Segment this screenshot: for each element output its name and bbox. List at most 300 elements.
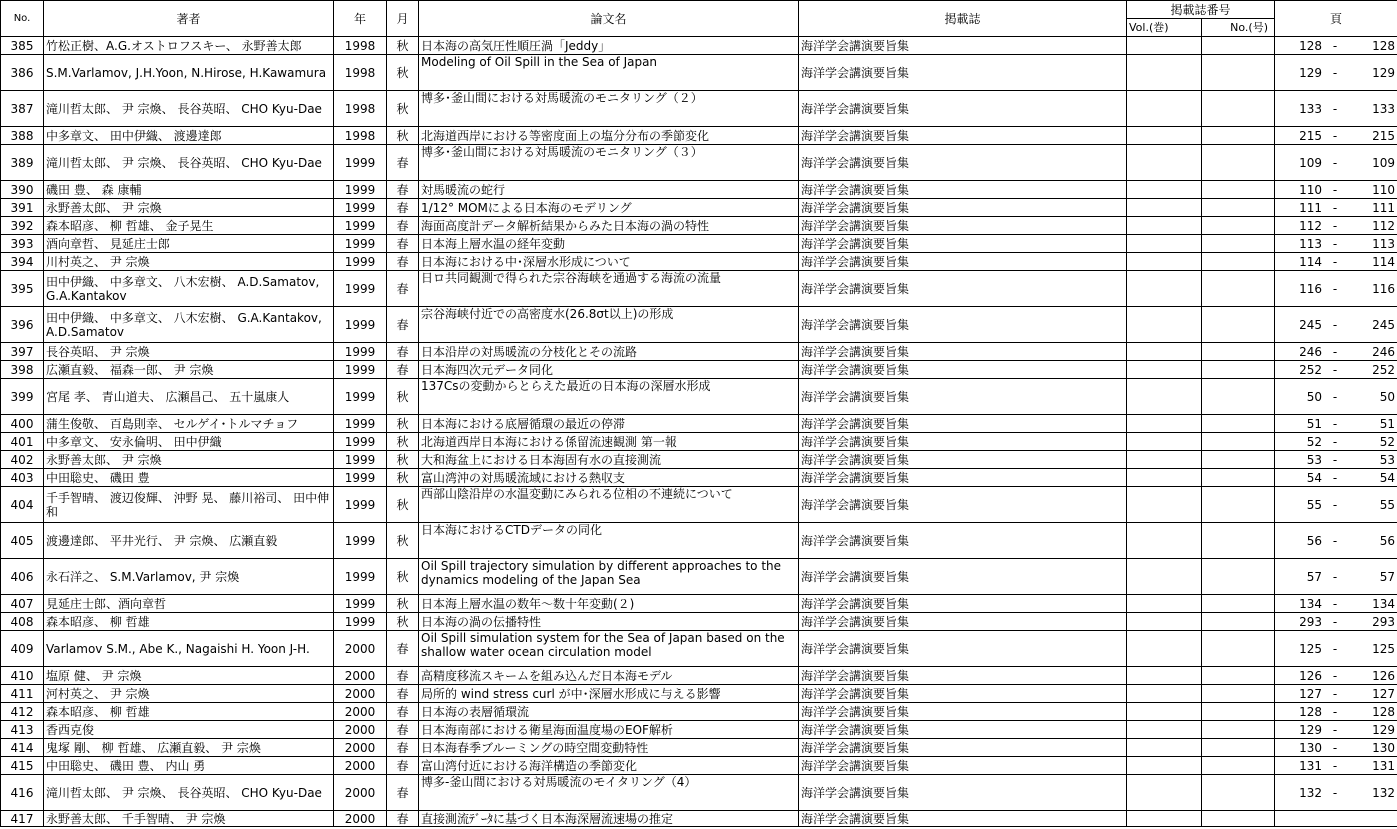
cell-title: 日本海春季ブルーミングの時空間変動特性 [419,739,799,757]
cell-journal: 海洋学会講演要旨集 [799,703,1127,721]
page-start: 132 [1299,785,1323,800]
page-end: 215 [1372,128,1396,143]
cell-year: 1999 [334,307,387,343]
cell-journal: 海洋学会講演要旨集 [799,433,1127,451]
cell-year: 1998 [334,37,387,55]
cell-pages [1275,271,1397,307]
cell-journal: 海洋学会講演要旨集 [799,37,1127,55]
page-end: 293 [1372,614,1396,629]
cell-vol [1127,703,1202,721]
cell-season: 春 [387,271,419,307]
page-start: 112 [1299,218,1323,233]
table-row [1,613,1397,631]
cell-vol [1127,559,1202,595]
page-start: 52 [1306,434,1323,449]
cell-journal: 海洋学会講演要旨集 [799,739,1127,757]
cell-no: 416 [1,775,44,811]
page-end: 245 [1372,317,1396,332]
cell-pages [1275,685,1397,703]
cell-num [1202,595,1275,613]
page-dash: - [1332,704,1338,719]
page-start: 57 [1306,569,1323,584]
cell-num [1202,703,1275,721]
cell-season: 春 [387,145,419,181]
page-end: 51 [1379,416,1396,431]
cell-num [1202,55,1275,91]
cell-num [1202,775,1275,811]
cell-authors: 滝川哲太郎、 尹 宗煥、 長谷英昭、 CHO Kyu-Dae [44,775,334,811]
cell-authors: 森本昭彦、 柳 哲雄、 金子晃生 [44,217,334,235]
page-start: 246 [1299,344,1323,359]
cell-authors: 永石洋之、 S.M.Varlamov, 尹 宗煥 [44,559,334,595]
cell-num [1202,379,1275,415]
cell-no: 387 [1,91,44,127]
page-range [1275,741,1397,755]
cell-no: 417 [1,811,44,827]
page-dash: - [1332,470,1338,485]
page-range [1275,687,1397,701]
page-start: 50 [1306,389,1323,404]
page-range [1275,498,1397,512]
cell-journal: 海洋学会講演要旨集 [799,235,1127,253]
cell-title: 海面高度計データ解析結果からみた日本海の渦の特性 [419,217,799,235]
page-end: 130 [1372,740,1396,755]
cell-num [1202,559,1275,595]
header-vol: Vol.(巻) [1127,19,1202,37]
table-row [1,415,1397,433]
cell-season: 秋 [387,55,419,91]
page-dash: - [1332,569,1338,584]
cell-authors: 磯田 豊、 森 康輔 [44,181,334,199]
cell-title: 高精度移流スキームを組み込んだ日本海モデル [419,667,799,685]
cell-vol [1127,739,1202,757]
cell-season: 秋 [387,379,419,415]
table-row [1,631,1397,667]
cell-num [1202,217,1275,235]
cell-title: 日ロ共同観測で得られた宗谷海峡を通過する海流の流量 [419,271,799,307]
cell-journal: 海洋学会講演要旨集 [799,685,1127,703]
cell-pages [1275,361,1397,379]
page-start: 54 [1306,470,1323,485]
cell-season: 秋 [387,487,419,523]
cell-pages [1275,415,1397,433]
cell-title: 北海道西岸における等密度面上の塩分分布の季節変化 [419,127,799,145]
cell-season: 春 [387,721,419,739]
cell-year: 1999 [334,613,387,631]
cell-season: 春 [387,253,419,271]
cell-vol [1127,469,1202,487]
cell-title: 博多･釜山間における対馬暖流のモニタリング（２） [419,91,799,127]
page-dash: - [1332,686,1338,701]
table-body [1,37,1397,827]
cell-title: 博多-釜山間における対馬暖流のモイタリング（4） [419,775,799,811]
cell-vol [1127,775,1202,811]
cell-num [1202,91,1275,127]
cell-pages [1275,181,1397,199]
page-end: 53 [1379,452,1396,467]
header-title: 論文名 [419,1,799,37]
cell-authors: 中田聡史、 磯田 豊 [44,469,334,487]
cell-title: 西部山陰沿岸の水温変動にみられる位相の不連続について [419,487,799,523]
page-end: 54 [1379,470,1396,485]
cell-authors: 川村英之、 尹 宗煥 [44,253,334,271]
page-range [1275,723,1397,737]
cell-authors: 永野善太郎、 千手智晴、 尹 宗煥 [44,811,334,827]
page-end: 126 [1372,668,1396,683]
cell-title: Modeling of Oil Spill in the Sea of Japan [419,55,799,91]
cell-vol [1127,199,1202,217]
cell-season: 春 [387,739,419,757]
cell-title: 博多･釜山間における対馬暖流のモニタリング（３） [419,145,799,181]
page-dash: - [1332,65,1338,80]
table-row [1,703,1397,721]
cell-no: 395 [1,271,44,307]
page-dash: - [1332,434,1338,449]
page-dash: - [1332,344,1338,359]
cell-season: 春 [387,217,419,235]
page-start: 109 [1299,155,1323,170]
page-dash: - [1332,668,1338,683]
page-range [1275,219,1397,233]
cell-title: 日本海における底層循環の最近の停滞 [419,415,799,433]
cell-vol [1127,757,1202,775]
page-end: 52 [1379,434,1396,449]
cell-pages [1275,343,1397,361]
page-dash: - [1332,281,1338,296]
page-start: 128 [1299,38,1323,53]
cell-no: 394 [1,253,44,271]
cell-journal: 海洋学会講演要旨集 [799,451,1127,469]
cell-no: 398 [1,361,44,379]
cell-authors: 塩原 健、 尹 宗煥 [44,667,334,685]
cell-authors: 宮尾 孝、 青山道夫、 広瀬昌己、 五十嵐康人 [44,379,334,415]
cell-title: 富山湾沖の対馬暖流域における熱収支 [419,469,799,487]
cell-title: 日本海上層水温の数年～数十年変動(２) [419,595,799,613]
cell-vol [1127,217,1202,235]
page-range [1275,156,1397,170]
page-start: 110 [1299,182,1323,197]
table-row [1,739,1397,757]
table-row [1,811,1397,827]
page-dash: - [1332,200,1338,215]
header-year: 年 [334,1,387,37]
page-start: 114 [1299,254,1323,269]
table-row [1,271,1397,307]
cell-num [1202,739,1275,757]
cell-authors: 森本昭彦、 柳 哲雄 [44,703,334,721]
cell-no: 406 [1,559,44,595]
cell-title: 日本海上層水温の経年変動 [419,235,799,253]
page-dash: - [1332,758,1338,773]
cell-journal: 海洋学会講演要旨集 [799,613,1127,631]
page-start: 53 [1306,452,1323,467]
cell-year: 1998 [334,127,387,145]
table-row [1,667,1397,685]
cell-vol [1127,361,1202,379]
cell-season: 秋 [387,433,419,451]
cell-year: 1999 [334,253,387,271]
cell-vol [1127,343,1202,361]
cell-season: 春 [387,199,419,217]
cell-journal: 海洋学会講演要旨集 [799,217,1127,235]
page-dash: - [1332,101,1338,116]
page-start: 113 [1299,236,1323,251]
cell-vol [1127,415,1202,433]
cell-no: 405 [1,523,44,559]
cell-num [1202,811,1275,827]
page-end: 114 [1372,254,1396,269]
cell-journal: 海洋学会講演要旨集 [799,199,1127,217]
header-journal: 掲載誌 [799,1,1127,37]
page-start: 245 [1299,317,1323,332]
page-range [1275,597,1397,611]
cell-journal: 海洋学会講演要旨集 [799,307,1127,343]
cell-no: 413 [1,721,44,739]
cell-vol [1127,433,1202,451]
page-range [1275,318,1397,332]
table-row [1,253,1397,271]
cell-pages [1275,37,1397,55]
header-authors: 著者 [44,1,334,37]
cell-season: 春 [387,343,419,361]
cell-journal: 海洋学会講演要旨集 [799,91,1127,127]
page-range [1275,417,1397,431]
page-start: 134 [1299,596,1323,611]
cell-pages [1275,595,1397,613]
page-range [1275,255,1397,269]
cell-year: 1999 [334,595,387,613]
cell-num [1202,235,1275,253]
cell-pages [1275,775,1397,811]
cell-journal: 海洋学会講演要旨集 [799,253,1127,271]
page-range [1275,39,1397,53]
cell-authors: 渡邊達郎、 平井光行、 尹 宗煥、 広瀬直毅 [44,523,334,559]
page-start: 128 [1299,704,1323,719]
cell-year: 2000 [334,631,387,667]
cell-year: 1999 [334,433,387,451]
table-row [1,55,1397,91]
page-range [1275,345,1397,359]
cell-journal: 海洋学会講演要旨集 [799,55,1127,91]
page-dash: - [1332,182,1338,197]
table-row [1,721,1397,739]
table-row [1,433,1397,451]
cell-authors: 永野善太郎、 尹 宗煥 [44,199,334,217]
page-end: 129 [1372,722,1396,737]
page-dash: - [1332,740,1338,755]
page-dash: - [1332,533,1338,548]
header-issue: 掲載誌番号 [1127,1,1275,19]
table-row [1,487,1397,523]
page-dash: - [1332,254,1338,269]
cell-num [1202,721,1275,739]
cell-pages [1275,217,1397,235]
cell-year: 1999 [334,271,387,307]
cell-no: 401 [1,433,44,451]
cell-title: 日本海の渦の伝播特性 [419,613,799,631]
cell-no: 415 [1,757,44,775]
page-dash: - [1332,497,1338,512]
cell-season: 秋 [387,613,419,631]
cell-vol [1127,379,1202,415]
cell-year: 1999 [334,559,387,595]
table-row [1,523,1397,559]
cell-authors: 長谷英昭、 尹 宗煥 [44,343,334,361]
table-row [1,235,1397,253]
cell-pages [1275,55,1397,91]
cell-journal: 海洋学会講演要旨集 [799,361,1127,379]
cell-authors: 竹松正樹、A.G.オストロフスキー、 永野善太郎 [44,37,334,55]
table-row [1,37,1397,55]
cell-num [1202,451,1275,469]
cell-authors: 中多章文、 田中伊織、 渡邊達郎 [44,127,334,145]
cell-pages [1275,631,1397,667]
cell-no: 407 [1,595,44,613]
page-range [1275,390,1397,404]
cell-title: 富山湾付近における海洋構造の季節変化 [419,757,799,775]
page-start: 215 [1299,128,1323,143]
page-range [1275,183,1397,197]
cell-season: 秋 [387,523,419,559]
cell-vol [1127,37,1202,55]
header-month: 月 [387,1,419,37]
cell-year: 1999 [334,451,387,469]
page-end: 113 [1372,236,1396,251]
cell-no: 389 [1,145,44,181]
cell-season: 秋 [387,559,419,595]
page-start: 56 [1306,533,1323,548]
cell-year: 1999 [334,181,387,199]
cell-pages [1275,757,1397,775]
cell-authors: 河村英之、 尹 宗煥 [44,685,334,703]
cell-authors: 酒向章哲、 見延庄士郎 [44,235,334,253]
cell-authors: Varlamov S.M., Abe K., Nagaishi H. Yoon J-H. [44,631,334,667]
cell-authors: 滝川哲太郎、 尹 宗煥、 長谷英昭、 CHO Kyu-Dae [44,145,334,181]
cell-title: 日本海におけるCTDデータの同化 [419,523,799,559]
cell-year: 1999 [334,343,387,361]
cell-num [1202,523,1275,559]
cell-journal: 海洋学会講演要旨集 [799,559,1127,595]
page-end: 134 [1372,596,1396,611]
cell-season: 春 [387,703,419,721]
cell-no: 412 [1,703,44,721]
page-dash: - [1332,236,1338,251]
cell-journal: 海洋学会講演要旨集 [799,595,1127,613]
page-range [1275,759,1397,773]
cell-year: 2000 [334,703,387,721]
cell-authors: 千手智晴、 渡辺俊輝、 沖野 晃、 藤川裕司、 田中伸和 [44,487,334,523]
cell-title: 北海道西岸日本海における係留流速観測 第一報 [419,433,799,451]
page-end: 132 [1372,785,1396,800]
cell-pages [1275,703,1397,721]
page-dash: - [1332,317,1338,332]
page-dash: - [1332,128,1338,143]
cell-authors: 蒲生俊敬、 百島則幸、 セルゲイ･トルマチョフ [44,415,334,433]
cell-title: 日本海の表層循環流 [419,703,799,721]
table-row [1,127,1397,145]
table-row [1,217,1397,235]
cell-vol [1127,523,1202,559]
cell-year: 2000 [334,775,387,811]
cell-journal: 海洋学会講演要旨集 [799,667,1127,685]
cell-season: 秋 [387,415,419,433]
cell-year: 2000 [334,685,387,703]
cell-year: 2000 [334,739,387,757]
cell-journal: 海洋学会講演要旨集 [799,145,1127,181]
cell-season: 春 [387,667,419,685]
table-row [1,91,1397,127]
cell-season: 春 [387,685,419,703]
cell-pages [1275,739,1397,757]
cell-pages [1275,127,1397,145]
cell-year: 1999 [334,235,387,253]
cell-title: 直接測流ﾃﾞｰﾀに基づく日本海深層流速場の推定 [419,811,799,827]
cell-num [1202,181,1275,199]
cell-journal: 海洋学会講演要旨集 [799,469,1127,487]
cell-num [1202,145,1275,181]
cell-num [1202,613,1275,631]
cell-vol [1127,487,1202,523]
cell-season: 秋 [387,91,419,127]
cell-pages [1275,667,1397,685]
cell-season: 秋 [387,37,419,55]
page-end: 109 [1372,155,1396,170]
page-range [1275,615,1397,629]
cell-no: 391 [1,199,44,217]
cell-no: 385 [1,37,44,55]
page-range [1275,201,1397,215]
cell-pages [1275,487,1397,523]
page-dash: - [1332,785,1338,800]
cell-pages [1275,145,1397,181]
page-range [1275,435,1397,449]
cell-vol [1127,145,1202,181]
cell-year: 1999 [334,379,387,415]
cell-year: 2000 [334,721,387,739]
page-end: 131 [1372,758,1396,773]
cell-no: 392 [1,217,44,235]
cell-no: 400 [1,415,44,433]
cell-no: 388 [1,127,44,145]
cell-no: 393 [1,235,44,253]
cell-title: 日本海における中･深層水形成について [419,253,799,271]
page-range [1275,642,1397,656]
cell-season: 秋 [387,451,419,469]
cell-num [1202,127,1275,145]
page-start: 130 [1299,740,1323,755]
cell-pages [1275,559,1397,595]
cell-journal: 海洋学会講演要旨集 [799,379,1127,415]
cell-title: 日本海南部における衛星海面温度場のEOF解析 [419,721,799,739]
page-start: 55 [1306,497,1323,512]
cell-num [1202,415,1275,433]
page-start: 131 [1299,758,1323,773]
page-dash: - [1332,389,1338,404]
page-range [1275,102,1397,116]
cell-season: 春 [387,775,419,811]
page-dash: - [1332,722,1338,737]
table-row [1,757,1397,775]
table-row [1,775,1397,811]
cell-title: 日本海の高気圧性順圧渦「Jeddy」 [419,37,799,55]
cell-authors: 森本昭彦、 柳 哲雄 [44,613,334,631]
cell-authors: 見延庄士郎、酒向章哲 [44,595,334,613]
cell-year: 2000 [334,757,387,775]
cell-no: 402 [1,451,44,469]
page-start: 129 [1299,722,1323,737]
cell-season: 春 [387,631,419,667]
cell-title: 宗谷海峡付近での高密度水(26.8σt以上)の形成 [419,307,799,343]
